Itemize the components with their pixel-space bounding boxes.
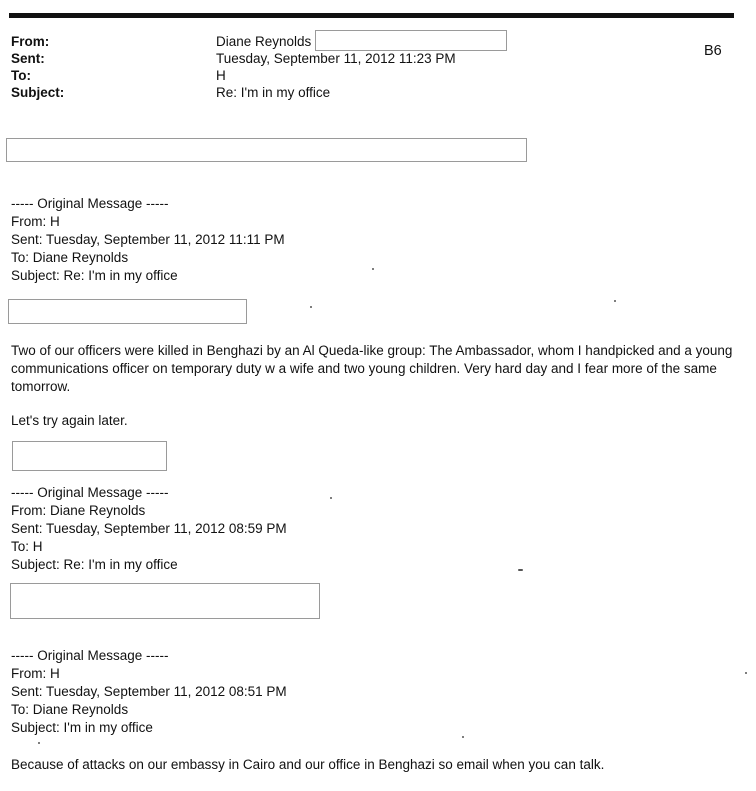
redaction-box [6, 138, 527, 162]
message-from: From: H [11, 666, 60, 681]
redaction-box [12, 441, 167, 471]
message-separator: ----- Original Message ----- [11, 485, 169, 500]
email-header [11, 33, 507, 101]
message-from: From: Diane Reynolds [11, 503, 146, 518]
subject-row [11, 84, 507, 101]
from-value: Diane Reynolds [216, 34, 312, 49]
message-sent: Sent: Tuesday, September 11, 2012 08:51 PM [11, 684, 287, 699]
scan-speck [745, 672, 747, 674]
from-label: From: [11, 34, 50, 49]
from-row [11, 33, 507, 50]
sent-label: Sent: [11, 51, 45, 66]
message-sent: Sent: Tuesday, September 11, 2012 08:59 PM [11, 521, 287, 536]
original-message-3 [11, 647, 287, 737]
scan-speck [38, 742, 40, 744]
redaction-box [8, 299, 247, 324]
scan-speck [614, 300, 616, 302]
subject-label: Subject: [11, 85, 65, 100]
message-from: From: H [11, 214, 60, 229]
scan-speck [462, 736, 464, 738]
message-to: To: Diane Reynolds [11, 702, 129, 717]
message-subject: Subject: Re: I'm in my office [11, 268, 178, 283]
closing-paragraph: Because of attacks on our embassy in Cairo and our office in Benghazi so email when you can talk. [11, 757, 605, 772]
message-to: To: Diane Reynolds [11, 250, 129, 265]
to-label: To: [11, 68, 31, 83]
scan-speck [518, 569, 523, 571]
message-subject: Subject: I'm in my office [11, 720, 153, 735]
sent-row [11, 50, 507, 67]
redaction-box [10, 583, 320, 619]
message-subject: Subject: Re: I'm in my office [11, 557, 178, 572]
message-to: To: H [11, 539, 43, 554]
original-message-2 [11, 484, 287, 574]
subject-value: Re: I'm in my office [216, 85, 331, 100]
original-message-1 [11, 195, 285, 285]
try-again-text: Let's try again later. [11, 413, 128, 428]
to-value: H [216, 68, 226, 83]
benghazi-paragraph: Two of our officers were killed in Benghazi by an Al Queda-like group: The Ambassador, whom I handpicked and a young communications officer on temporary duty w a wife and two young children. Very hard day and I fear more of the same tomorrow. [11, 343, 733, 394]
redaction-code: B6 [704, 43, 722, 59]
sent-value: Tuesday, September 11, 2012 11:23 PM [216, 51, 456, 66]
top-rule [9, 13, 734, 18]
to-row [11, 67, 507, 84]
message-sent: Sent: Tuesday, September 11, 2012 11:11 PM [11, 232, 285, 247]
message-separator: ----- Original Message ----- [11, 196, 169, 211]
message-separator: ----- Original Message ----- [11, 648, 169, 663]
scan-speck [372, 268, 374, 270]
redaction-box [315, 30, 507, 51]
scan-speck [330, 497, 332, 499]
scan-speck [310, 306, 312, 308]
